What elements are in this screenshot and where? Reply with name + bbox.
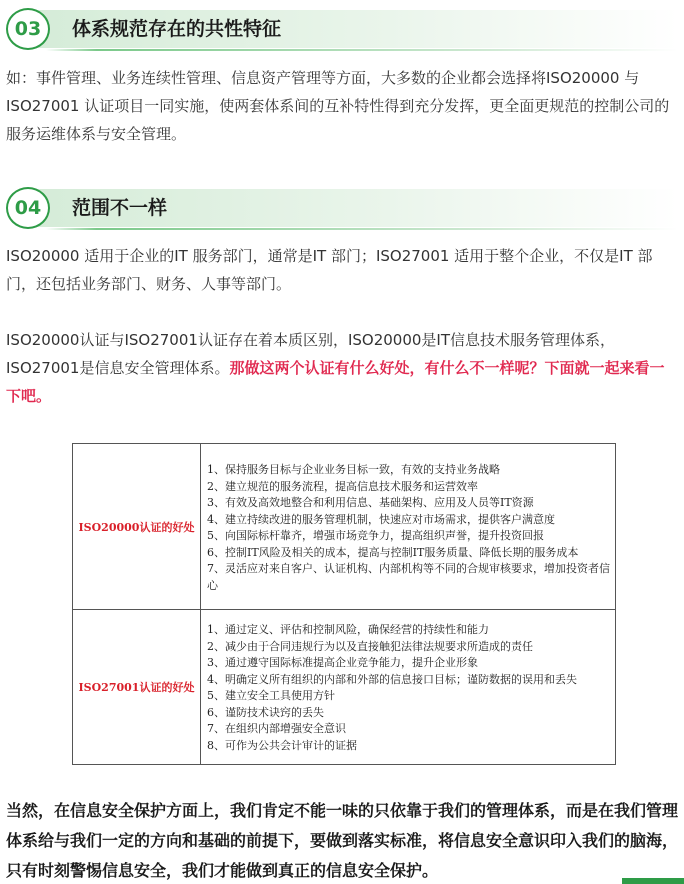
benefit-item: 5、向国际标杆靠齐，增强市场竞争力，提高组织声誉，提升投资回报 (207, 529, 544, 542)
section-header-04 (6, 187, 678, 229)
row-label: ISO20000认证的好处 (73, 444, 201, 609)
difference-text: ISO20000认证与ISO27001认证存在着本质区别，ISO20000是IT信息技术服务管理体系，ISO27001是信息安全管理体系。 (6, 331, 615, 377)
difference-paragraph (6, 326, 678, 410)
benefit-item: 2、建立规范的服务流程，提高信息技术服务和运营效率 (207, 479, 478, 493)
benefit-item: 6、控制IT风险及相关的成本，提高与控制IT服务质量、降低长期的服务成本 (207, 545, 579, 559)
benefit-item: 1、保持服务目标与企业业务目标一致，有效的支持业务战略 (207, 463, 500, 476)
table-row-iso27001 (73, 610, 615, 764)
benefit-item: 3、有效及高效地整合和利用信息、基础架构、应用及人员等IT资源 (207, 496, 534, 509)
section-number-badge: 04 (6, 187, 50, 229)
benefit-item: 5、建立安全工具使用方针 (207, 689, 335, 702)
table-row-iso20000 (73, 444, 615, 610)
benefit-item: 4、明确定义所有组织的内部和外部的信息接口目标；谨防数据的误用和丢失 (207, 672, 577, 686)
corner-accent-bar (622, 878, 684, 884)
benefit-item: 3、通过遵守国际标准提高企业竞争能力，提升企业形象 (207, 656, 478, 669)
benefit-item: 8、可作为公共会计审计的证据 (207, 738, 357, 752)
section-03-paragraph: 如：事件管理、业务连续性管理、信息资产管理等方面，大多数的企业都会选择将ISO20000 与ISO27001 认证项目一同实施，使两套体系间的互补特性得到充分发挥，更全面更规范的控制公司的服务运维体系与安全管理。 (6, 69, 670, 143)
section-title: 体系规范存在的共性特征 (72, 18, 282, 40)
benefit-item: 6、谨防技术诀窍的丢失 (207, 705, 324, 719)
scope-paragraph: ISO20000 适用于企业的IT 服务部门，通常是IT 部门；ISO27001 适用于整个企业，不仅是IT 部门，还包括业务部门、财务、人事等部门。 (6, 247, 653, 293)
benefit-item: 1、通过定义、评估和控制风险，确保经营的持续性和能力 (207, 623, 489, 636)
benefit-item: 4、建立持续改进的服务管理机制，快速应对市场需求，提供客户满意度 (207, 512, 555, 526)
highlight-question: 那做这两个认证有什么好处，有什么不一样呢？下面就一起来看一下吧。 (6, 359, 665, 405)
closing-paragraph: 当然，在信息安全保护方面上，我们肯定不能一味的只依靠于我们的管理体系，而是在我们管理体系给与我们一定的方向和基础的前提下，要做到落实标准，将信息安全意识印入我们的脑海，只有时刻警惕信息安全，我们才能做到真正的信息安全保护。 (6, 801, 679, 880)
benefit-list (207, 622, 611, 754)
benefit-list (207, 462, 611, 594)
benefits-table (72, 443, 616, 765)
benefit-item: 2、减少由于合同违规行为以及直接触犯法律法规要求所造成的责任 (207, 639, 533, 653)
row-label: ISO27001认证的好处 (73, 610, 201, 764)
benefit-item: 7、灵活应对来自客户、认证机构、内部机构等不同的合规审核要求，增加投资者信心 (207, 562, 610, 592)
section-header-03 (6, 8, 678, 50)
section-title: 范围不一样 (72, 197, 168, 219)
benefit-item: 7、在组织内部增强安全意识 (207, 722, 346, 735)
section-number-badge: 03 (6, 8, 50, 50)
